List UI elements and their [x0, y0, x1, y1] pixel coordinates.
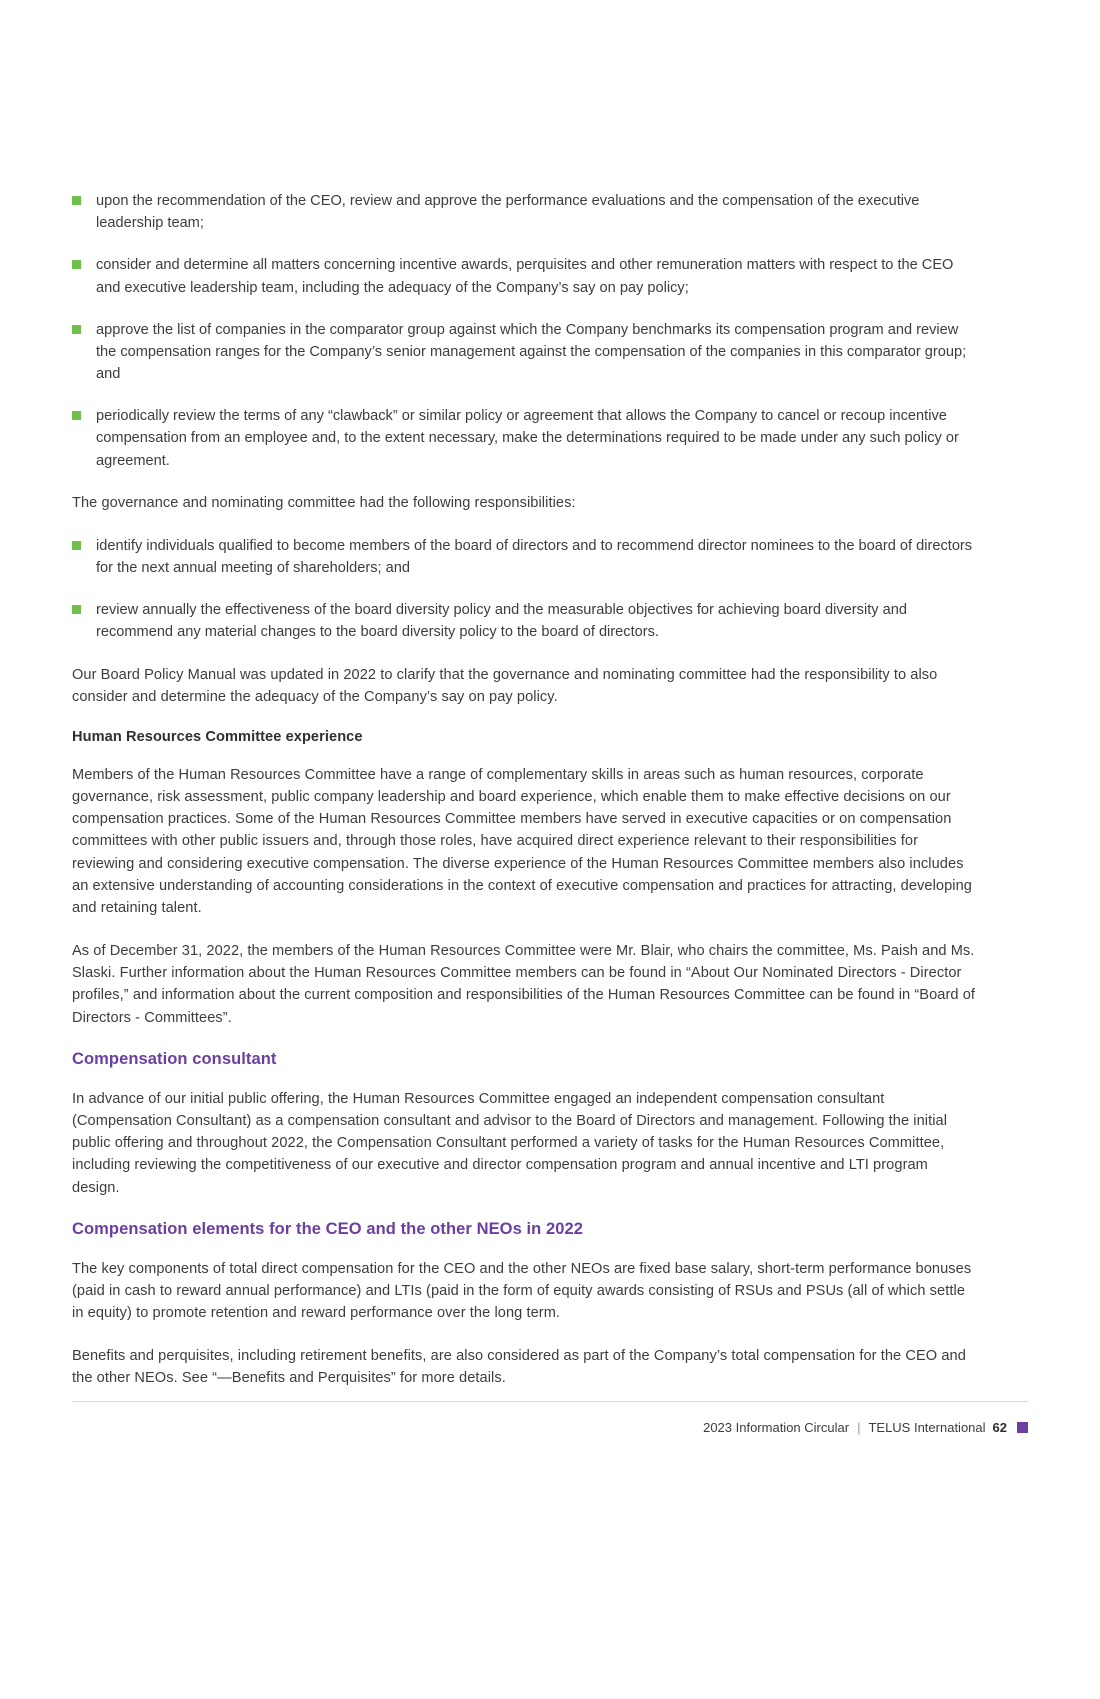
page-footer — [72, 1401, 1028, 1435]
list-item — [72, 190, 977, 234]
list-item-text: review annually the effectiveness of the board diversity policy and the measurable objectives for achieving board diversity and recommend any material changes to the board diversity policy to the board of directors. — [96, 602, 907, 641]
responsibilities-list-governance — [72, 535, 977, 644]
list-item — [72, 319, 977, 386]
paragraph-compensation-consultant: In advance of our initial public offering, the Human Resources Committee engaged an independent compensation consultant (Compensation Consultant) as a compensation consultant and advisor to the Board of Directors and management. Following the initial public offering and throughout 2022, the Compensation Consultant performed a variety of tasks for the Human Resources Committee, including reviewing the competitiveness of our executive and director compensation program and annual incentive and LTI program design. — [72, 1090, 948, 1196]
square-mark-icon — [1017, 1422, 1028, 1433]
list-item — [72, 254, 977, 298]
page-content — [72, 190, 977, 1390]
heading-human-resources-committee-experience: Human Resources Committee experience — [72, 728, 363, 745]
footer-separator: | — [857, 1420, 861, 1435]
list-item — [72, 535, 977, 579]
footer-circular-label: 2023 Information Circular — [703, 1420, 850, 1435]
list-item-text: periodically review the terms of any “clawback” or similar policy or agreement that allows the Company to cancel or recoup incentive compensation from an employee and, to the extent necessary, make the determinations required to be made under any such policy or agreement. — [96, 408, 959, 469]
paragraph-compensation-elements-2: Benefits and perquisites, including retirement benefits, are also considered as part of the Company’s total compensation for the CEO and the other NEOs. See “—Benefits and Perquisites” for more details. — [72, 1348, 966, 1387]
list-item — [72, 405, 977, 472]
paragraph-hr-experience-1: Members of the Human Resources Committee have a range of complementary skills in areas such as human resources, corporate governance, risk assessment, public company leadership and board experience, which enable them to make effective decisions on our compensation practices. Some of the Human Resources Committee members have served in executive capacities or on compensation committees with other public issuers and, through those roles, have acquired direct experience relevant to their responsibilities for reviewing and considering executive compensation. The diverse experience of the Human Resources Committee members also includes an extensive understanding of accounting considerations in the context of executive compensation and practices for attracting, developing and retaining talent. — [72, 766, 972, 916]
heading-compensation-consultant: Compensation consultant — [72, 1049, 277, 1068]
heading-compensation-elements: Compensation elements for the CEO and the other NEOs in 2022 — [72, 1219, 584, 1238]
paragraph-compensation-elements-1: The key components of total direct compensation for the CEO and the other NEOs are fixed base salary, short-term performance bonuses (paid in cash to reward annual performance) and LTIs (paid in the form of equity awards consisting of RSUs and PSUs (all of which settle in equity) to promote retention and reward performance over the long term. — [72, 1260, 972, 1322]
paragraph-board-policy-manual: Our Board Policy Manual was updated in 2022 to clarify that the governance and nominating committee had the responsibility to also consider and determine the adequacy of the Company’s say on pay policy. — [72, 666, 938, 705]
list-item-text: identify individuals qualified to become members of the board of directors and to recommend director nominees to the board of directors for the next annual meeting of shareholders; and — [96, 537, 973, 577]
list-item-text: approve the list of companies in the comparator group against which the Company benchmarks its compensation program and review the compensation ranges for the Company’s senior management against the compensation of the companies in this comparator group; and — [96, 321, 967, 383]
paragraph-hr-experience-2: As of December 31, 2022, the members of the Human Resources Committee were Mr. Blair, who chairs the committee, Ms. Paish and Ms. Slaski. Further information about the Human Resources Committee members can be found in “About Our Nominated Directors - Director profiles,” and information about the current composition and responsibilities of the Human Resources Committee can be found in “Board of Directors - Committees”. — [72, 943, 976, 1026]
list-item-text: upon the recommendation of the CEO, review and approve the performance evaluations and the compensation of the executive leadership team; — [96, 193, 920, 232]
responsibilities-list-compensation — [72, 190, 977, 472]
list-item — [72, 599, 977, 643]
footer-page-number: 62 — [992, 1420, 1007, 1435]
paragraph-governance-intro: The governance and nominating committee had the following responsibilities: — [72, 494, 576, 511]
list-item-text: consider and determine all matters concerning incentive awards, perquisites and other remuneration matters with respect to the CEO and executive leadership team, including the adequacy of the Company’s say on pay policy; — [96, 257, 954, 296]
footer-company-label: TELUS International — [868, 1420, 986, 1435]
